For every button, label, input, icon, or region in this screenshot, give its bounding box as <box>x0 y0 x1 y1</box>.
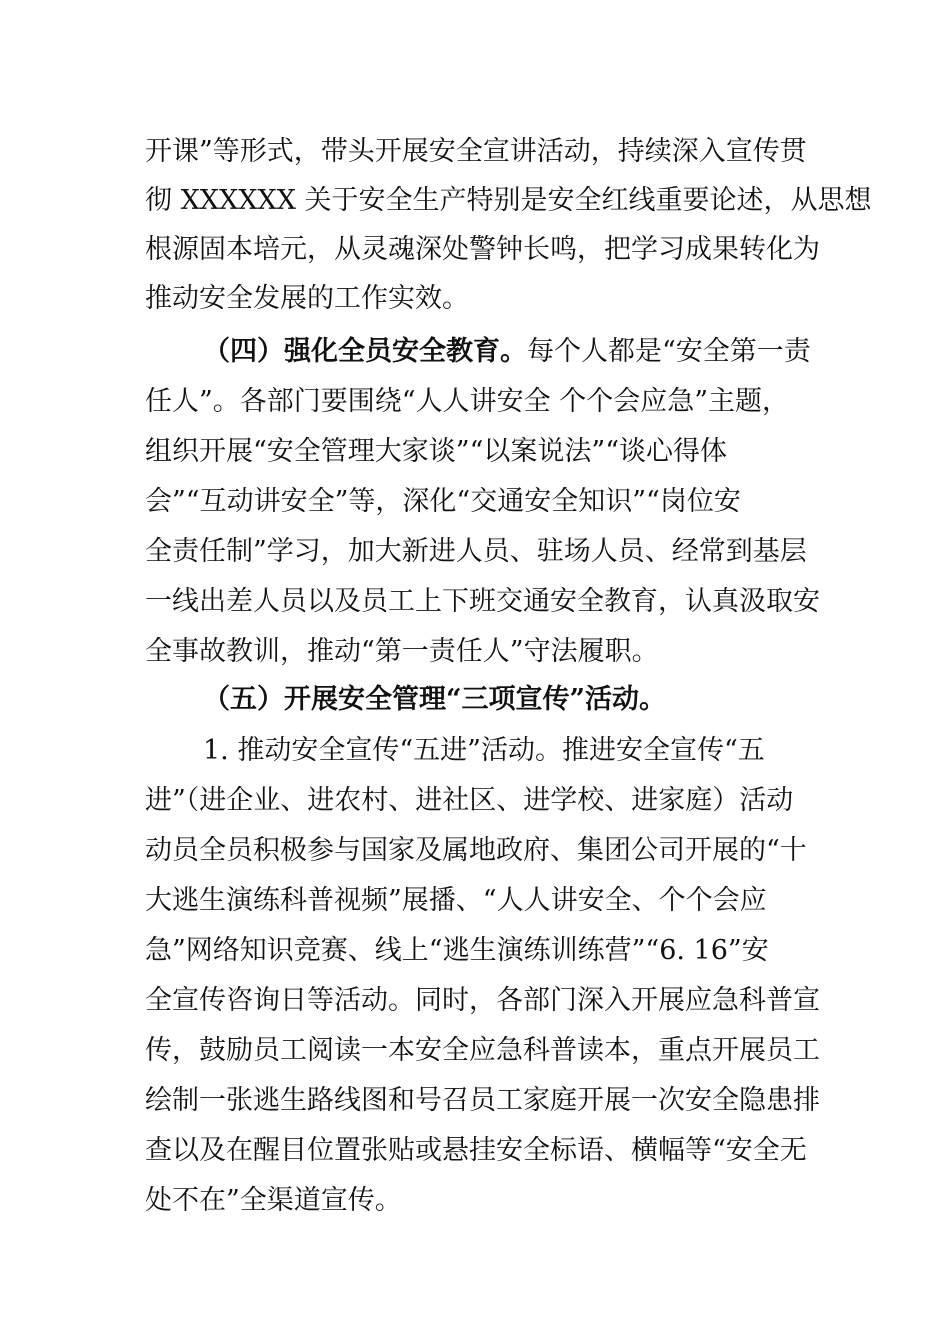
text-line: 处不在”全渠道宣传。 <box>145 1185 402 1216</box>
section-heading-5: （五）开展安全管理“三项宣传”活动。 <box>203 684 667 715</box>
text-line: 大逃生演练科普视频”展播、“人人讲安全、个个会应 <box>145 885 767 916</box>
text-line: 全责任制”学习，加大新进人员、驻场人员、经常到基层 <box>145 536 807 567</box>
heading-trailing-text: 每个人都是“安全第一责 <box>527 336 811 367</box>
text-line: 开课”等形式，带头开展安全宣讲活动，持续深入宣传贯 <box>145 136 807 167</box>
text-line: 一线出差人员以及员工上下班交通安全教育，认真汲取安 <box>145 586 820 617</box>
text-line: 急”网络知识竞赛、线上“逃生演练训练营”“6. 16”安 <box>145 935 769 966</box>
text-line: 绘制一张逃生路线图和号召员工家庭开展一次安全隐患排 <box>145 1085 820 1116</box>
text-line: 任人”。各部门要围绕“人人讲安全 个个会应急”主题， <box>145 386 789 417</box>
text-line: 彻 XXXXXX 关于安全生产特别是安全红线重要论述，从思想 <box>145 185 872 216</box>
text-line: 会”“互动讲安全”等，深化“交通安全知识”“岗位安 <box>145 486 741 517</box>
text-line: 进”（进企业、进农村、进社区、进学校、进家庭）活动 <box>145 785 794 816</box>
text-line: 查以及在醒目位置张贴或悬挂安全标语、横幅等“安全无 <box>145 1135 807 1166</box>
text-line: 传，鼓励员工阅读一本安全应急科普读本，重点开展员工 <box>145 1035 820 1066</box>
text-line: 全事故教训，推动“第一责任人”守法履职。 <box>145 636 659 667</box>
text-line: 1. 推动安全宣传“五进”活动。推进安全宣传“五 <box>203 735 765 766</box>
paragraph-first-line <box>203 335 811 369</box>
text-line: 组织开展“安全管理大家谈”“以案说法”“谈心得体 <box>145 436 728 467</box>
text-line: 全宣传咨询日等活动。同时，各部门深入开展应急科普宣 <box>145 985 820 1016</box>
text-line: 推动安全发展的工作实效。 <box>145 283 469 314</box>
text-line: 动员全员积极参与国家及属地政府、集团公司开展的“十 <box>145 835 807 866</box>
section-heading-4: （四）强化全员安全教育。 <box>203 336 527 367</box>
text-line: 根源固本培元，从灵魂深处警钟长鸣，把学习成果转化为 <box>145 234 820 265</box>
